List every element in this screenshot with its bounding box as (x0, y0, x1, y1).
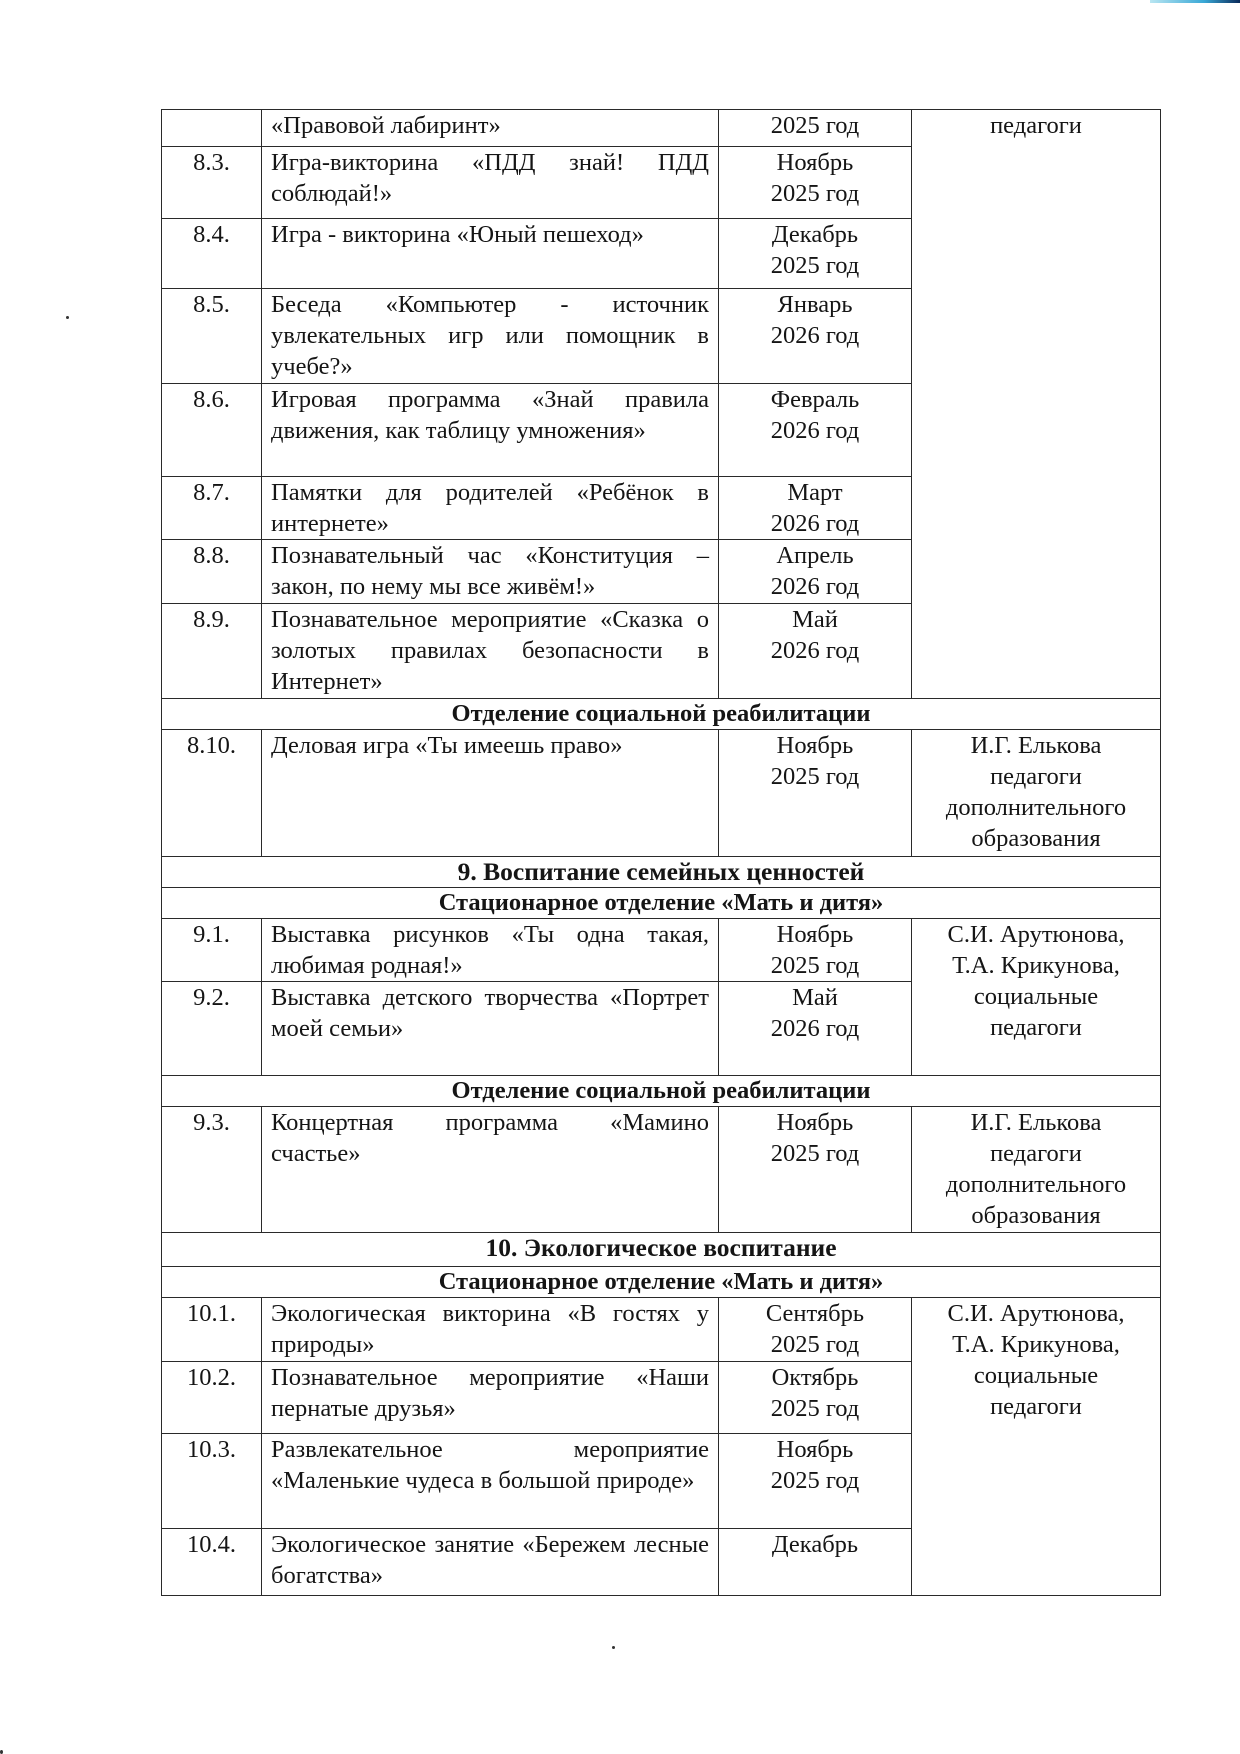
section-row (162, 1076, 1161, 1107)
date-year: 2026 год (770, 417, 860, 444)
event-name: Деловая игра «Ты имеешь право» (262, 730, 719, 857)
responsible-line: образования (971, 825, 1101, 852)
responsible-cell (912, 1298, 1161, 1596)
responsible-line: С.И. Арутюнова, (947, 1300, 1125, 1327)
item-number: 9.3. (162, 1107, 262, 1233)
event-date (719, 730, 912, 857)
responsible-cell (912, 110, 1161, 699)
event-date (719, 477, 912, 540)
section-row (162, 857, 1161, 888)
date-year: 2026 год (770, 637, 860, 664)
item-number: 8.4. (162, 219, 262, 289)
item-number: 8.8. (162, 540, 262, 604)
responsible-line: Т.А. Крикунова, (952, 952, 1120, 979)
item-number: 9.1. (162, 919, 262, 982)
responsible-line: педагоги (990, 112, 1082, 139)
event-date (719, 604, 912, 699)
event-date (719, 982, 912, 1076)
responsible-line: социальные (973, 983, 1099, 1010)
event-name: Игра - викторина «Юный пешеход» (262, 219, 719, 289)
date-month: Ноябрь (776, 1109, 854, 1136)
item-number: 8.10. (162, 730, 262, 857)
event-date (719, 110, 912, 147)
date-month: Январь (777, 291, 853, 318)
section-row (162, 888, 1161, 919)
date-year: 2026 год (770, 510, 860, 537)
event-name: Познавательный час «Конституция – закон, по нему мы все живём!» (262, 540, 719, 604)
event-date (719, 289, 912, 384)
responsible-line: дополнительного (945, 794, 1127, 821)
item-number: 8.6. (162, 384, 262, 477)
date-month: Апрель (776, 542, 854, 569)
table-row (162, 1107, 1161, 1233)
responsible-line: С.И. Арутюнова, (947, 921, 1125, 948)
date-month: Ноябрь (776, 1436, 854, 1463)
scan-speck (66, 316, 69, 319)
date-year: 2026 год (770, 573, 860, 600)
section-heading: 10. Экологическое воспитание (162, 1233, 1161, 1267)
item-number: 10.2. (162, 1362, 262, 1434)
date-year: 2025 год (770, 763, 860, 790)
date-year: 2025 год (770, 1395, 860, 1422)
event-date (719, 540, 912, 604)
date-month: Март (787, 479, 843, 506)
scan-edge-mark (1150, 0, 1240, 3)
responsible-line: И.Г. Елькова (970, 732, 1102, 759)
date-month: Декабрь (771, 221, 859, 248)
table-row (162, 919, 1161, 982)
responsible-line: образования (971, 1202, 1101, 1229)
responsible-line: педагоги (990, 763, 1082, 790)
section-row (162, 1267, 1161, 1298)
event-name: Познавательное мероприятие «Наши пернатые друзья» (262, 1362, 719, 1434)
event-date (719, 1362, 912, 1434)
responsible-cell (912, 1107, 1161, 1233)
section-row (162, 1233, 1161, 1267)
event-plan-table (161, 109, 1161, 1596)
department-heading: Отделение социальной реабилитации (162, 699, 1161, 730)
event-name: Памятки для родителей «Ребёнок в интернете» (262, 477, 719, 540)
item-number: 10.4. (162, 1529, 262, 1596)
date-year: 2025 год (770, 1140, 860, 1167)
event-name: Выставка детского творчества «Портрет моей семьи» (262, 982, 719, 1076)
item-number: 10.1. (162, 1298, 262, 1362)
date-month: Октябрь (771, 1364, 859, 1391)
responsible-line: социальные (973, 1362, 1099, 1389)
date-month: Февраль (770, 386, 860, 413)
item-number: 9.2. (162, 982, 262, 1076)
event-name: Игра-викторина «ПДД знай! ПДД соблюдай!» (262, 147, 719, 219)
date-month: Ноябрь (776, 921, 854, 948)
event-date (719, 219, 912, 289)
section-row (162, 699, 1161, 730)
scan-speck (0, 1750, 3, 1754)
item-number: 10.3. (162, 1434, 262, 1529)
date-month: Декабрь (771, 1531, 859, 1558)
event-name: Познавательное мероприятие «Сказка о золотых правилах безопасности в Интернет» (262, 604, 719, 699)
event-name: Концертная программа «Мамино счастье» (262, 1107, 719, 1233)
responsible-line: Т.А. Крикунова, (952, 1331, 1120, 1358)
responsible-line: дополнительного (945, 1171, 1127, 1198)
date-year: 2026 год (770, 322, 860, 349)
event-date (719, 1529, 912, 1596)
date-year: 2025 год (770, 1467, 860, 1494)
date-year: 2026 год (770, 1015, 860, 1042)
event-name: Игровая программа «Знай правила движения, как таблицу умножения» (262, 384, 719, 477)
responsible-line: педагоги (990, 1014, 1082, 1041)
event-name: «Правовой лабиринт» (262, 110, 719, 147)
date-year: 2025 год (770, 112, 860, 139)
responsible-cell (912, 919, 1161, 1076)
table-row (162, 1298, 1161, 1362)
date-year: 2025 год (770, 180, 860, 207)
department-heading: Отделение социальной реабилитации (162, 1076, 1161, 1107)
event-date (719, 919, 912, 982)
responsible-cell (912, 730, 1161, 857)
item-number: 8.5. (162, 289, 262, 384)
event-name: Беседа «Компьютер - источник увлекательных игр или помощник в учебе?» (262, 289, 719, 384)
item-number (162, 110, 262, 147)
department-heading: Стационарное отделение «Мать и дитя» (162, 888, 1161, 919)
date-year: 2025 год (770, 252, 860, 279)
event-name: Экологическое занятие «Бережем лесные богатства» (262, 1529, 719, 1596)
event-date (719, 1298, 912, 1362)
date-year: 2025 год (770, 952, 860, 979)
item-number: 8.3. (162, 147, 262, 219)
table-row (162, 730, 1161, 857)
event-date (719, 1107, 912, 1233)
event-date (719, 384, 912, 477)
responsible-line: педагоги (990, 1393, 1082, 1420)
date-month: Май (792, 984, 838, 1011)
item-number: 8.7. (162, 477, 262, 540)
event-date (719, 147, 912, 219)
event-date (719, 1434, 912, 1529)
event-name: Экологическая викторина «В гостях у природы» (262, 1298, 719, 1362)
department-heading: Стационарное отделение «Мать и дитя» (162, 1267, 1161, 1298)
scan-speck (612, 1646, 615, 1649)
event-name: Развлекательное мероприятие «Маленькие чудеса в большой природе» (262, 1434, 719, 1529)
responsible-line: педагоги (990, 1140, 1082, 1167)
responsible-line: И.Г. Елькова (970, 1109, 1102, 1136)
date-month: Ноябрь (776, 149, 854, 176)
event-name: Выставка рисунков «Ты одна такая, любимая родная!» (262, 919, 719, 982)
section-heading: 9. Воспитание семейных ценностей (162, 857, 1161, 888)
table-row (162, 110, 1161, 147)
item-number: 8.9. (162, 604, 262, 699)
date-month: Ноябрь (776, 732, 854, 759)
date-month: Сентябрь (765, 1300, 865, 1327)
date-month: Май (792, 606, 838, 633)
date-year: 2025 год (770, 1331, 860, 1358)
